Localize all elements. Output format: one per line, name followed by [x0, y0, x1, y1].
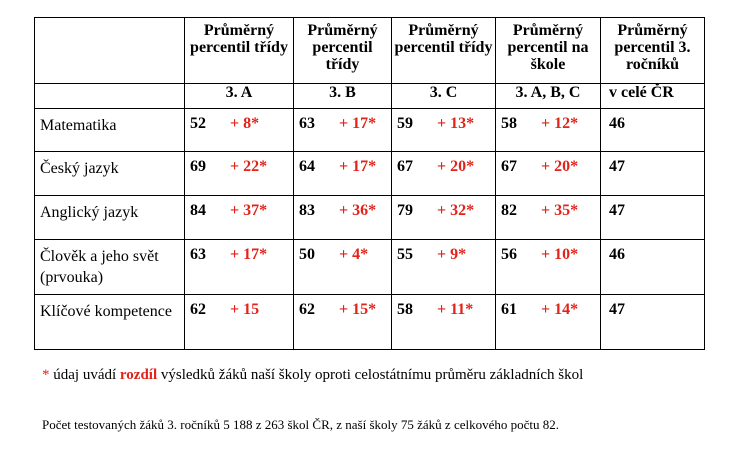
class-c-cell [392, 109, 496, 152]
class-a-value: 69 [190, 158, 206, 175]
school-cell [496, 152, 601, 196]
footnote-text-before: údaj uvádí [49, 367, 120, 383]
school-difference: + 20* [541, 158, 579, 175]
header-school: Průměrný percentil na škole [496, 18, 601, 84]
national-value: 47 [609, 301, 625, 318]
class-b-value: 63 [299, 115, 315, 132]
corner-cell [35, 18, 185, 84]
subheader-class-b: 3. B [294, 84, 392, 109]
class-b-cell [294, 152, 392, 196]
subject-cell [35, 152, 185, 196]
tested-count-note: Počet testovaných žáků 3. ročníků 5 188 z 263 škol ČR, z naší školy 75 žáků z celkového počtu 82. [42, 417, 560, 432]
national-value: 46 [609, 115, 625, 132]
class-b-difference: + 15* [339, 301, 377, 318]
footnote-text-after: výsledků žáků naší školy oproti celostátnímu průměru základních škol [157, 367, 584, 383]
class-a-cell [185, 196, 294, 240]
school-cell [496, 196, 601, 240]
class-c-difference: + 9* [437, 246, 467, 263]
subject-label: Český jazyk [40, 160, 119, 177]
class-b-difference: + 36* [339, 202, 377, 219]
subject-cell [35, 240, 185, 295]
class-c-cell [392, 240, 496, 295]
table-row [35, 240, 705, 295]
class-c-difference: + 11* [437, 301, 474, 318]
table-row [35, 295, 705, 350]
class-c-value: 67 [397, 158, 413, 175]
subject-label: Matematika [40, 117, 117, 134]
class-c-difference: + 32* [437, 202, 475, 219]
subheader-class-a: 3. A [185, 84, 294, 109]
national-value: 47 [609, 202, 625, 219]
national-cell [601, 240, 705, 295]
class-c-cell [392, 295, 496, 350]
school-value: 56 [501, 246, 517, 263]
class-c-value: 59 [397, 115, 413, 132]
school-difference: + 14* [541, 301, 579, 318]
header-class-c: Průměrný percentil třídy [392, 18, 496, 84]
table-row [35, 196, 705, 240]
class-b-difference: + 17* [339, 115, 377, 132]
class-b-value: 62 [299, 301, 315, 318]
class-a-difference: + 17* [230, 246, 268, 263]
class-a-cell [185, 152, 294, 196]
class-b-cell [294, 109, 392, 152]
subject-label: Klíčové kompetence [40, 303, 172, 320]
school-value: 61 [501, 301, 517, 318]
class-a-value: 62 [190, 301, 206, 318]
class-a-difference: + 15 [230, 301, 260, 318]
class-b-difference: + 4* [339, 246, 369, 263]
class-b-cell [294, 240, 392, 295]
school-value: 58 [501, 115, 517, 132]
subject-cell [35, 295, 185, 350]
class-b-value: 50 [299, 246, 315, 263]
class-c-cell [392, 152, 496, 196]
class-b-value: 64 [299, 158, 315, 175]
footnote-highlight: rozdíl [119, 367, 158, 383]
table-row [35, 152, 705, 196]
subheader-class-c: 3. C [392, 84, 496, 109]
subheader-row [35, 84, 705, 109]
subject-label: Anglický jazyk [40, 204, 139, 221]
subheader-empty [35, 84, 185, 109]
class-a-cell [185, 240, 294, 295]
class-a-difference: + 8* [230, 115, 260, 132]
subject-cell [35, 109, 185, 152]
national-cell [601, 109, 705, 152]
school-cell [496, 240, 601, 295]
national-value: 46 [609, 246, 625, 263]
class-b-cell [294, 196, 392, 240]
subject-cell [35, 196, 185, 240]
class-c-value: 55 [397, 246, 413, 263]
school-value: 82 [501, 202, 517, 219]
school-cell [496, 295, 601, 350]
class-a-difference: + 22* [230, 158, 268, 175]
footnote [42, 367, 583, 384]
national-cell [601, 196, 705, 240]
class-c-difference: + 13* [437, 115, 475, 132]
table-row [35, 109, 705, 152]
school-value: 67 [501, 158, 517, 175]
header-national: Průměrný percentil 3. ročníků [601, 18, 705, 84]
footnote-star: * [42, 367, 50, 383]
class-b-difference: + 17* [339, 158, 377, 175]
class-a-difference: + 37* [230, 202, 268, 219]
class-b-cell [294, 295, 392, 350]
results-table [34, 17, 705, 350]
class-c-value: 58 [397, 301, 413, 318]
class-c-cell [392, 196, 496, 240]
header-class-b: Průměrný percentil třídy [294, 18, 392, 84]
subheader-school: 3. A, B, C [496, 84, 601, 109]
school-difference: + 35* [541, 202, 579, 219]
class-a-value: 63 [190, 246, 206, 263]
class-a-value: 52 [190, 115, 206, 132]
header-row [35, 18, 705, 84]
class-a-cell [185, 295, 294, 350]
class-c-value: 79 [397, 202, 413, 219]
header-class-a: Průměrný percentil třídy [185, 18, 294, 84]
subject-label: Člověk a jeho svět (prvouka) [40, 248, 159, 286]
class-b-value: 83 [299, 202, 315, 219]
class-a-value: 84 [190, 202, 206, 219]
subheader-national: v celé ČR [601, 84, 705, 109]
class-c-difference: + 20* [437, 158, 475, 175]
school-cell [496, 109, 601, 152]
national-cell [601, 295, 705, 350]
class-a-cell [185, 109, 294, 152]
school-difference: + 10* [541, 246, 579, 263]
national-cell [601, 152, 705, 196]
school-difference: + 12* [541, 115, 579, 132]
national-value: 47 [609, 158, 625, 175]
